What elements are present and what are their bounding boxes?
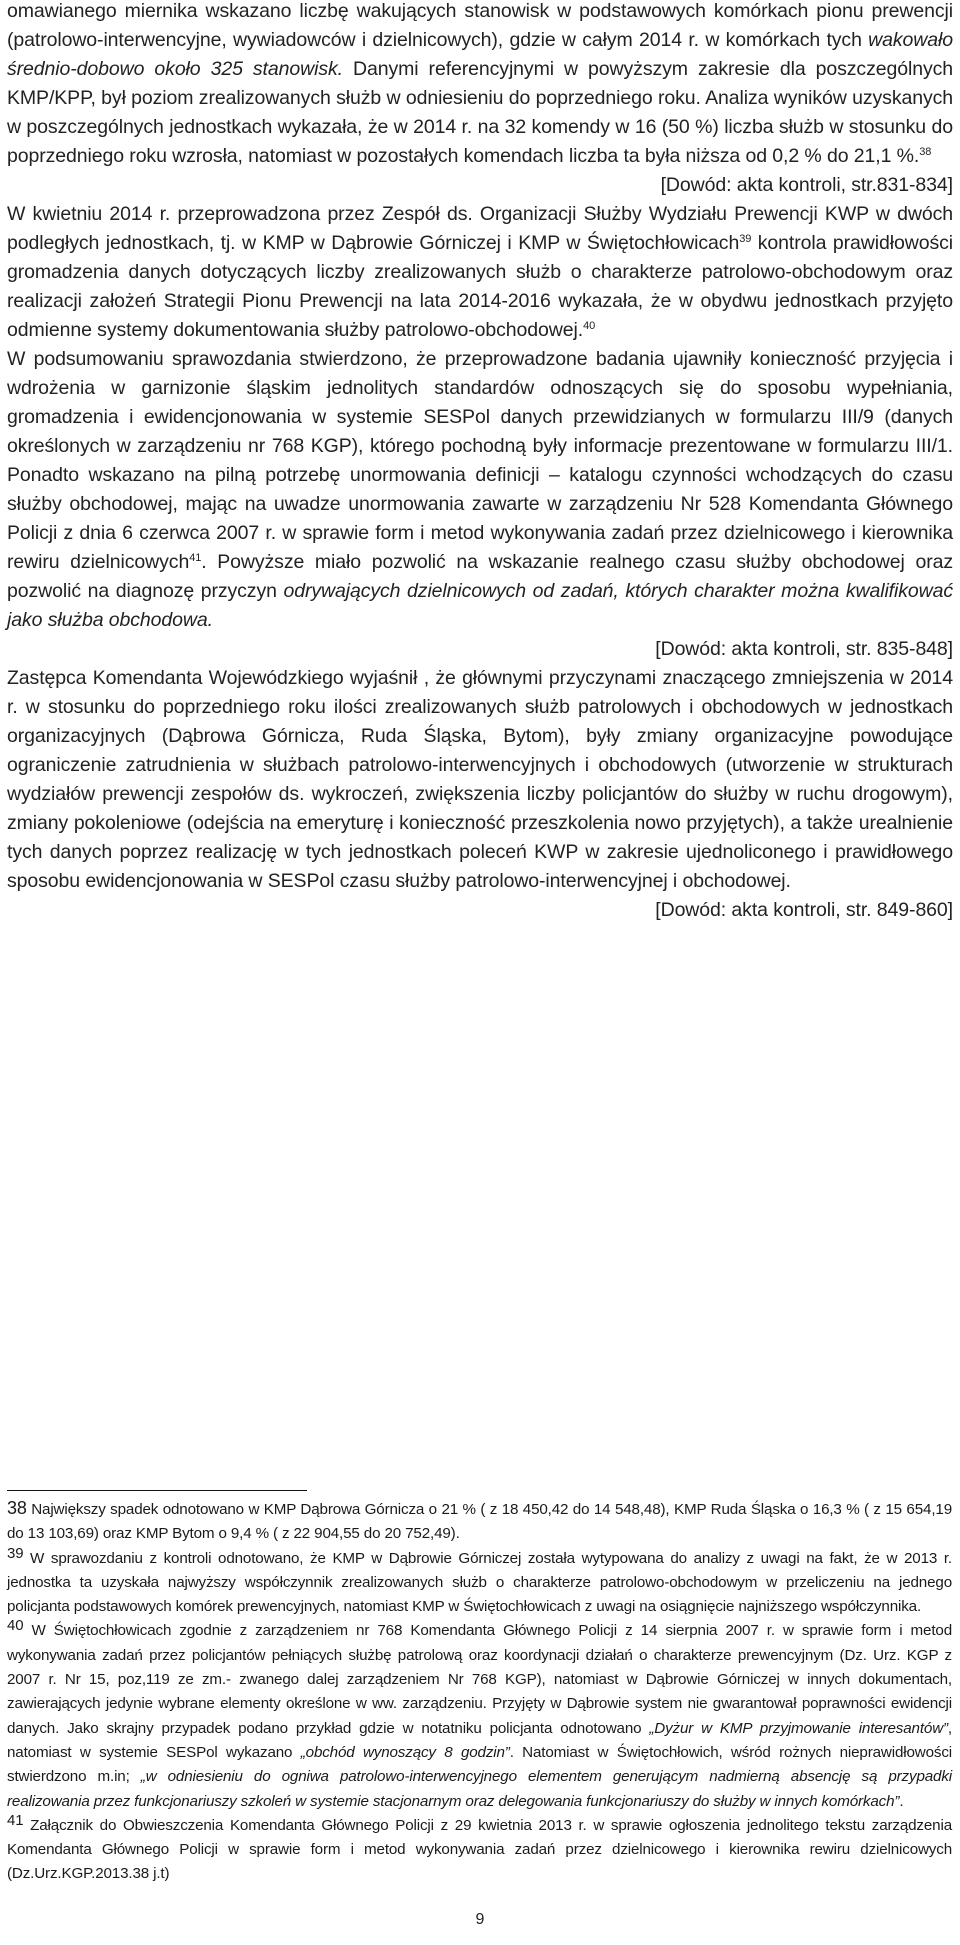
evidence-reference-3: [Dowód: akta kontroli, str. 849-860]	[655, 899, 953, 921]
evidence-reference-2: [Dowód: akta kontroli, str. 835-848]	[655, 638, 953, 660]
footnote-separator	[7, 1490, 307, 1491]
footnote-quote: „obchód wynoszący 8 godzin”	[300, 1743, 510, 1761]
footnote-text: Załącznik do Obwieszczenia Komendanta Głównego Policji z 29 kwietnia 2013 r. w sprawie ogłoszenia jednolitego tekstu zarządzenia Komendanta Głównego Policji w sprawie form i metod wykonywania zadań przez dzielnicowego i kierownika rewiru dzielnicowych (Dz.Urz.KGP.2013.38 j.t)	[7, 1816, 952, 1883]
text-run: W podsumowaniu sprawozdania stwierdzono, że przeprowadzone badania ujawniły konieczność przyjęcia i wdrożenia w garnizonie śląskim jednolitych standardów odnoszących się do sposobu wypełniania, gromadzenia i ewidencjonowania w systemie SESPol danych przewidzianych w formularzu III/9 (danych określonych w zarządzeniu nr 768 KGP), którego pochodną były informacje prezentowane w formularzu III/1. Ponadto wskazano na pilną potrzebę unormowania definicji – katalogu czynności wchodzących do czasu służby obchodowej, mając na uwadze unormowania zawarte w zarządzeniu Nr 528 Komendanta Głównego Policji z dnia 6 czerwca 2007 r. w sprawie form i metod wykonywania zadań przez dzielnicowego i kierownika rewiru dzielnicowych	[7, 348, 953, 573]
text-run: kontrola prawidłowości gromadzenia danych dotyczących liczby zrealizowanych służb o charakterze patrolowo-obchodowym oraz realizacji założeń Strategii Pionu Prewencji na lata 2014-2016 wykazała, że w obydwu jednostkach przyjęto odmienne systemy dokumentowania służby patrolowo-obchodowej.	[7, 232, 953, 341]
text-run: Danymi referencyjnymi w powyższym zakresie dla poszczególnych KMP/KPP, był poziom zrealizowanych służb w odniesieniu do poprzedniego roku. Analiza wyników uzyskanych w poszczególnych jednostkach wykazała, że w 2014 r. na 32 komendy w 16 (50 %) liczba służb w stosunku do poprzedniego roku wzrosła, natomiast w pozostałych komendach liczba ta była niższa od 0,2 % do 21,1 %.	[7, 58, 953, 167]
evidence-reference-1: [Dowód: akta kontroli, str.831-834]	[660, 174, 953, 196]
footnote-38	[7, 1498, 952, 1547]
text-run: . Powyższe miało pozwolić na wskazanie realnego czasu służby obchodowej oraz pozwolić na diagnozę przyczyn	[7, 551, 953, 602]
footnote-text: . Natomiast w Świętochłowich, wśród rożnych nieprawidłowości stwierdzono m.in;	[7, 1743, 952, 1786]
footnote-40	[7, 1619, 952, 1813]
paragraph-1	[7, 0, 953, 171]
text-run: omawianego miernika wskazano liczbę wakujących stanowisk w podstawowych komórkach pionu prewencji (patrolowo-interwencyjne, wywiadowców i dzielnicowych), gdzie w całym 2014 r. w komórkach tych	[7, 0, 953, 51]
footnote-ref-39[interactable]: 39	[739, 233, 752, 245]
footnote-text: W sprawozdaniu z kontroli odnotowano, że KMP w Dąbrowie Górniczej została wytypowana do analizy z uwagi na fakt, że w 2013 r. jednostka ta uzyskała najwyższy współczynnik zrealizowanych służb o charakterze patrolowo-obchodowym w przeliczeniu na jednego policjanta podstawowych komórek prewencyjnych, natomiast KMP w Świętochłowicach z uwagi na osiągnięcie najniższego współczynnika.	[7, 1549, 952, 1616]
footnote-text: .	[899, 1792, 904, 1810]
main-text	[7, 0, 953, 925]
footnote-41	[7, 1811, 952, 1887]
footnote-number: 40	[7, 1617, 24, 1635]
footnotes	[7, 1498, 952, 1887]
italic-text-run: odrywających dzielnicowych od zadań, których charakter można kwalifikować jako służba obchodowa.	[7, 580, 953, 631]
footnote-number: 41	[7, 1811, 24, 1829]
footnote-ref-41[interactable]: 41	[189, 552, 202, 564]
paragraph-3	[7, 345, 953, 635]
paragraph-2	[7, 200, 953, 345]
footnote-text: , natomiast w systemie SESPol wykazano	[7, 1719, 952, 1761]
footnote-number: 39	[7, 1544, 24, 1562]
paragraph-4: Zastępca Komendanta Wojewódzkiego wyjaśnił , że głównymi przyczynami znaczącego zmniejszenia w 2014 r. w stosunku do poprzedniego roku ilości zrealizowanych służb patrolowych i obchodowych w jednostkach organizacyjnych (Dąbrowa Górnicza, Ruda Śląska, Bytom), były zmiany organizacyjne powodujące ograniczenie zatrudnienia w służbach patrolowo-interwencyjnych i obchodowych (utworzenie w strukturach wydziałów prewencji zespołów ds. wykroczeń, zwiększenia liczby policjantów do służby w ruchu drogowym), zmiany pokoleniowe (odejścia na emeryturę i konieczność przeszkolenia nowo przyjętych), a także urealnienie tych danych poprzez realizację w tych jednostkach poleceń KWP w zakresie ujednoliconego i prawidłowego sposobu ewidencjonowania w SESPol czasu służby patrolowo-interwencyjnej i obchodowej.	[7, 667, 953, 892]
footnote-ref-38[interactable]: 38	[919, 146, 932, 158]
footnote-quote: „Dyżur w KMP przyjmowanie interesantów”	[649, 1719, 948, 1737]
footnote-ref-40[interactable]: 40	[583, 320, 596, 332]
footnote-39	[7, 1544, 952, 1620]
footnote-quote: „w odniesieniu do ogniwa patrolowo-interwencyjnego elementem generującym nadmierną absencję są przypadki realizowania przez funkcjonariuszy szkoleń w systemie stacjonarnym oraz delegowania funkcjonariuszy do służby w innych komórkach”	[7, 1768, 952, 1810]
footnote-text: Największy spadek odnotowano w KMP Dąbrowa Górnicza o 21 % ( z 18 450,42 do 14 548,48), KMP Ruda Śląska o 16,3 % ( z 15 654,19 do 13 103,69) oraz KMP Bytom o 9,4 % ( z 22 904,55 do 20 752,49).	[7, 1501, 952, 1543]
italic-text-run: wakowało średnio-dobowo około 325 stanowisk.	[7, 29, 953, 80]
text-run: W kwietniu 2014 r. przeprowadzona przez Zespół ds. Organizacji Służby Wydziału Prewencji KWP w dwóch podległych jednostkach, tj. w KMP w Dąbrowie Górniczej i KMP w Świętochłowicach	[7, 203, 953, 254]
footnote-text: W Świętochłowicach zgodnie z zarządzeniem nr 768 Komendanta Głównego Policji z 14 sierpnia 2007 r. w sprawie form i metod wykonywania zadań przez policjantów pełniących służbę patrolową oraz koordynacji działań o charakterze prewencyjnym (Dz. Urz. KGP z 2007 r. Nr 15, poz,119 ze zm.- zwanego dalej zarządzeniem Nr 768 KGP), natomiast w Dąbrowie Górniczej w innych dokumentach, zawierających jedynie wybrane elementy określone w ww. zarządzeniu. Przyjęty w Dąbrowie system nie gwarantował poprawności ewidencji danych. Jako skrajny przypadek podano przykład gdzie w notatniku policjanta odnotowano	[7, 1622, 952, 1737]
footnote-number: 38	[7, 1498, 27, 1518]
page-number: 9	[475, 1911, 485, 1928]
